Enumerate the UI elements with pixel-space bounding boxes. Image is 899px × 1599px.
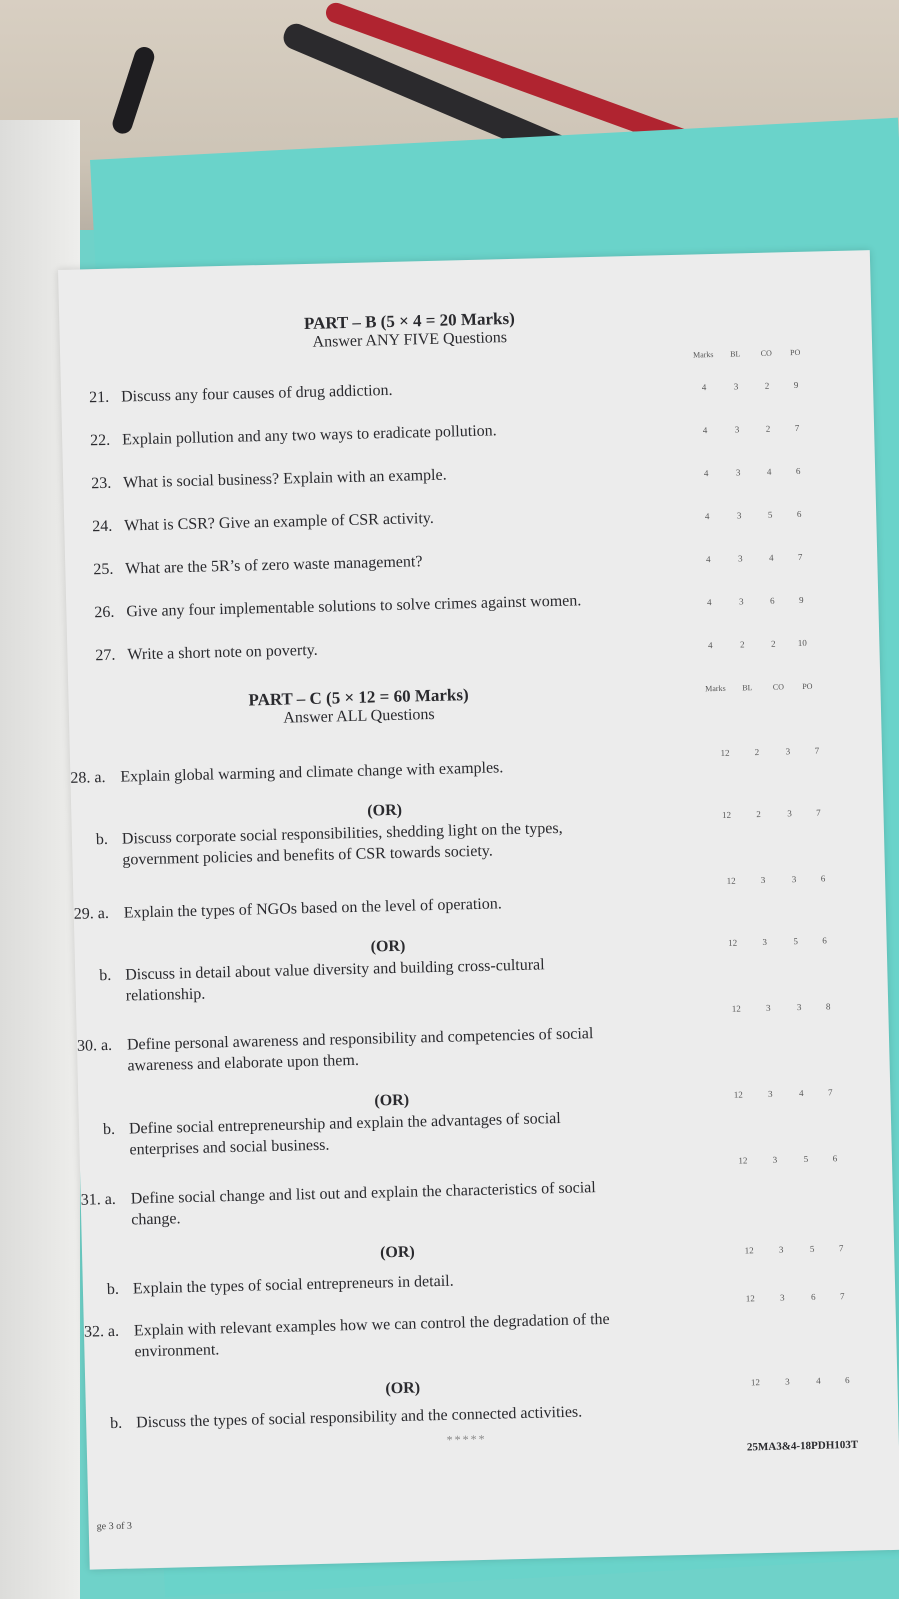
bl-value: 3 xyxy=(736,510,742,521)
co-value: 5 xyxy=(803,1153,809,1165)
question-26-meta xyxy=(694,595,816,608)
question-line1: Explain the types of social entrepreneurs in detail. xyxy=(132,1272,454,1298)
co-value: 3 xyxy=(796,1002,802,1013)
question-text xyxy=(136,1398,736,1434)
question-number: b. xyxy=(109,1414,123,1433)
col-bl: BL xyxy=(742,683,753,693)
question-line2: enterprises and social business. xyxy=(129,1136,330,1159)
question-21-meta xyxy=(689,380,811,393)
question-text xyxy=(127,1020,718,1076)
question-number: 21. xyxy=(88,388,110,407)
co-value: 3 xyxy=(787,808,792,819)
question-number: b. xyxy=(95,830,109,849)
part-c-instruction: Answer ALL Questions xyxy=(283,705,435,727)
question-29b xyxy=(99,950,720,1009)
question-22-meta xyxy=(690,423,812,436)
question-text: What is CSR? Give an example of CSR activity. xyxy=(124,509,434,535)
marks-value: 12 xyxy=(731,1003,741,1014)
question-number: 30. a. xyxy=(76,1036,113,1055)
question-29b-meta xyxy=(718,935,840,948)
question-text: Explain pollution and any two ways to eradicate pollution. xyxy=(121,422,497,449)
question-line1: Explain with relevant examples how we can control the degradation of the xyxy=(133,1310,610,1340)
po-value: 7 xyxy=(839,1291,845,1302)
or-label: (OR) xyxy=(367,801,403,820)
marks-value: 4 xyxy=(702,425,708,436)
marks-value: 12 xyxy=(745,1293,755,1304)
question-number: 28. a. xyxy=(70,768,106,787)
co-value: 3 xyxy=(791,874,797,885)
question-25 xyxy=(93,545,693,582)
marks-value: 12 xyxy=(721,809,732,820)
question-32b xyxy=(110,1398,730,1435)
question-text xyxy=(129,1104,720,1160)
question-text: Discuss any four causes of drug addiction. xyxy=(120,381,393,406)
col-po: PO xyxy=(790,347,801,358)
question-line1: Define social entrepreneurship and explain the advantages of social xyxy=(128,1109,561,1138)
question-line1: Discuss the types of social responsibility and the connected activities. xyxy=(135,1403,583,1432)
col-marks: Marks xyxy=(692,350,714,360)
po-value: 7 xyxy=(797,551,803,563)
bl-value: 3 xyxy=(733,381,739,392)
col-po: PO xyxy=(802,681,813,691)
co-value: 4 xyxy=(766,466,772,477)
question-31b xyxy=(107,1264,727,1301)
po-value: 6 xyxy=(820,873,826,884)
question-number: b. xyxy=(102,1120,116,1139)
co-value: 4 xyxy=(798,1088,804,1099)
marks-value: 4 xyxy=(703,468,709,479)
bl-value: 3 xyxy=(767,1088,773,1099)
bl-value: 3 xyxy=(779,1292,785,1303)
question-30a-meta xyxy=(721,1001,843,1014)
col-marks: Marks xyxy=(705,683,726,694)
question-line2: change. xyxy=(131,1210,181,1229)
bl-value: 3 xyxy=(735,467,741,478)
question-text: What are the 5R’s of zero waste management? xyxy=(125,553,423,578)
marks-value: 12 xyxy=(750,1377,761,1388)
part-c-heading xyxy=(128,682,589,731)
marks-value: 12 xyxy=(744,1245,754,1256)
question-number: 27. xyxy=(95,646,116,665)
question-24-meta xyxy=(692,509,814,522)
part-b-heading xyxy=(179,306,640,355)
question-27 xyxy=(95,631,695,668)
question-number: 26. xyxy=(94,603,115,622)
po-value: 6 xyxy=(832,1153,838,1164)
question-line1: Define personal awareness and responsibility and competencies of social xyxy=(126,1025,594,1054)
question-number: 22. xyxy=(89,431,111,450)
question-text xyxy=(122,814,713,870)
bl-value: 3 xyxy=(778,1244,784,1255)
question-text: Write a short note on poverty. xyxy=(127,641,318,664)
question-23-meta xyxy=(691,466,813,479)
question-number: 31. a. xyxy=(80,1190,117,1209)
question-text: Give any four implementable solutions to solve crimes against women. xyxy=(126,592,582,621)
bl-value: 3 xyxy=(762,936,767,947)
exam-sheet xyxy=(58,250,899,1569)
question-22 xyxy=(90,416,690,453)
bl-value: 2 xyxy=(754,747,760,758)
question-number: 24. xyxy=(92,517,113,536)
po-value: 7 xyxy=(814,745,820,756)
col-co: CO xyxy=(772,682,785,692)
po-value: 7 xyxy=(816,807,821,818)
marks-value: 12 xyxy=(733,1089,743,1100)
question-text xyxy=(130,1174,731,1231)
or-label: (OR) xyxy=(385,1379,421,1398)
part-c-column-headers xyxy=(700,681,822,693)
question-text xyxy=(133,1264,723,1299)
question-line1: Explain the types of NGOs based on the level of operation. xyxy=(123,895,502,922)
question-23 xyxy=(91,459,691,496)
marks-value: 4 xyxy=(707,640,713,651)
po-value: 6 xyxy=(795,465,801,477)
question-text xyxy=(125,950,716,1006)
question-30a xyxy=(77,1020,718,1080)
co-value: 5 xyxy=(793,936,798,947)
po-value: 6 xyxy=(844,1374,850,1386)
question-32b-meta xyxy=(740,1375,862,1388)
po-value: 6 xyxy=(796,508,802,520)
question-number: b. xyxy=(106,1280,120,1299)
po-value: 7 xyxy=(794,422,800,434)
question-number: 25. xyxy=(93,560,114,579)
col-co: CO xyxy=(760,348,772,358)
paper-code: 25MA3&4-18PDH103T xyxy=(746,1438,859,1454)
question-26 xyxy=(94,588,694,625)
po-value: 10 xyxy=(797,637,807,649)
po-value: 9 xyxy=(793,379,799,391)
question-30b-meta xyxy=(723,1087,845,1100)
end-stars: ***** xyxy=(446,1431,487,1447)
question-31a-meta xyxy=(728,1153,850,1166)
question-29a-meta xyxy=(716,873,838,886)
marks-value: 12 xyxy=(728,937,738,948)
question-32a-meta xyxy=(735,1291,857,1304)
or-label: (OR) xyxy=(370,937,406,956)
po-value: 9 xyxy=(798,594,804,605)
question-number: b. xyxy=(99,966,112,985)
question-28b xyxy=(96,814,717,873)
marks-value: 4 xyxy=(705,554,711,565)
question-number: 32. a. xyxy=(83,1322,120,1341)
question-line2: government policies and benefits of CSR towards society. xyxy=(122,842,493,869)
bl-value: 3 xyxy=(760,874,766,886)
question-number: 29. a. xyxy=(73,904,110,923)
co-value: 2 xyxy=(764,380,770,391)
question-line1: Define social change and list out and explain the characteristics of social xyxy=(130,1179,596,1208)
question-text: What is social business? Explain with an example. xyxy=(123,466,447,492)
part-c-title: PART – C (5 × 12 = 60 Marks) xyxy=(248,685,469,710)
question-line1: Discuss in detail about value diversity and building cross-cultural xyxy=(125,956,545,984)
co-value: 5 xyxy=(767,509,773,520)
question-27-meta xyxy=(695,638,817,651)
bl-value: 3 xyxy=(785,1376,790,1387)
question-text xyxy=(123,888,703,923)
question-line2: environment. xyxy=(134,1341,220,1361)
co-value: 3 xyxy=(785,746,791,757)
marks-value: 4 xyxy=(701,382,707,393)
question-text xyxy=(134,1306,735,1363)
question-24 xyxy=(92,502,692,539)
question-31a xyxy=(80,1174,731,1234)
bl-value: 3 xyxy=(737,553,743,564)
question-32a xyxy=(84,1306,735,1366)
marks-value: 12 xyxy=(738,1155,748,1166)
po-value: 8 xyxy=(825,1001,831,1012)
question-21 xyxy=(89,373,689,410)
po-value: 6 xyxy=(822,935,827,946)
bl-value: 2 xyxy=(739,639,745,650)
bl-value: 2 xyxy=(756,808,761,820)
bl-value: 3 xyxy=(734,424,740,435)
co-value: 6 xyxy=(769,595,775,606)
bl-value: 3 xyxy=(738,596,744,607)
question-line2: relationship. xyxy=(125,985,206,1005)
or-label: (OR) xyxy=(379,1243,415,1262)
co-value: 4 xyxy=(768,552,774,563)
or-label: (OR) xyxy=(374,1091,410,1110)
co-value: 6 xyxy=(810,1291,816,1302)
part-b-title: PART – B (5 × 4 = 20 Marks) xyxy=(303,308,515,334)
marks-value: 12 xyxy=(726,875,736,886)
question-number: 23. xyxy=(91,474,112,493)
page-number: ge 3 of 3 xyxy=(96,1520,133,1533)
question-line1: Discuss corporate social responsibilities, shedding light on the types, xyxy=(121,819,563,848)
question-28a-meta xyxy=(710,745,832,758)
marks-value: 4 xyxy=(706,597,712,608)
bl-value: 3 xyxy=(765,1002,771,1013)
question-text xyxy=(120,752,700,787)
co-value: 5 xyxy=(809,1243,815,1254)
part-b-instruction: Answer ANY FIVE Questions xyxy=(312,329,508,351)
question-line2: awareness and elaborate upon them. xyxy=(127,1051,360,1075)
part-b-column-headers xyxy=(688,348,810,360)
co-value: 2 xyxy=(770,638,776,649)
po-value: 7 xyxy=(827,1087,833,1098)
question-31b-meta xyxy=(734,1243,856,1256)
question-25-meta xyxy=(693,552,815,565)
po-value: 7 xyxy=(838,1243,844,1254)
question-28b-meta xyxy=(711,807,833,820)
bl-value: 3 xyxy=(772,1154,778,1165)
co-value: 4 xyxy=(815,1375,821,1386)
question-line1: Explain global warming and climate change with examples. xyxy=(120,759,504,786)
co-value: 2 xyxy=(765,423,771,434)
col-bl: BL xyxy=(730,349,741,359)
marks-value: 4 xyxy=(704,511,710,522)
marks-value: 12 xyxy=(720,747,730,758)
question-30b xyxy=(103,1104,724,1163)
